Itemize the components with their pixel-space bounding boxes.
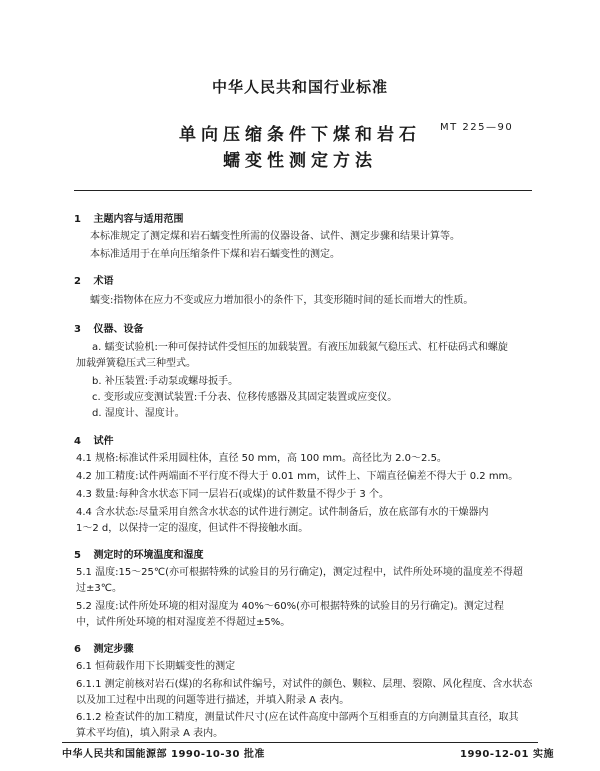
clause-4-4-line-1: 4.4 含水状态:尽量采用自然含水状态的试件进行测定。试件制备后，放在底部有水的干燥器内 [76, 507, 489, 518]
section-title: 主题内容与适用范围 [93, 214, 184, 225]
section-number: 4 [74, 436, 81, 447]
issuing-authority: 中华人民共和国行业标准 [211, 78, 388, 96]
section-number: 6 [74, 644, 81, 655]
clause-5-2-line-1: 5.2 湿度:试件所处环境的相对湿度为 40%～60%(亦可根据特殊的试验目的另行确定)。测定过程 [76, 601, 504, 612]
section-number: 2 [74, 276, 81, 287]
implementation-date: 1990-12-01 实施 [460, 749, 554, 760]
document-title-line-1: 单向压缩条件下煤和岩石 [179, 125, 421, 145]
section-number: 5 [74, 550, 81, 561]
clause-5-1-line-2: 过±3℃。 [76, 583, 122, 594]
clause-4-3: 4.3 数量:每种含水状态下同一层岩石(或煤)的试件数量不得少于 3 个。 [76, 489, 389, 500]
header-divider [74, 190, 532, 191]
section-title: 测定时的环境温度和湿度 [93, 550, 204, 561]
section-4-heading [74, 432, 113, 447]
section-1-paragraph-1: 本标准规定了测定煤和岩石蠕变性所需的仪器设备、试件、测定步骤和结果计算等。 [90, 231, 460, 242]
section-3-item-d: d. 湿度计、湿度计。 [92, 408, 185, 419]
clause-6-1-2-line-2: 算术平均值)，填入附录 A 表内。 [76, 728, 224, 739]
section-title: 试件 [93, 436, 114, 447]
clause-6-1: 6.1 恒荷载作用下长期蠕变性的测定 [76, 661, 236, 672]
clause-6-1-1-line-1: 6.1.1 测定前核对岩石(煤)的名称和试件编号，对试件的颜色、颗粒、层理、裂隙、风化程度、含水状态 [76, 679, 533, 690]
section-1-paragraph-2: 本标准适用于在单向压缩条件下煤和岩石蠕变性的测定。 [90, 249, 340, 260]
clause-6-1-1-line-2: 以及加工过程中出现的问题等进行描述，并填入附录 A 表内。 [76, 695, 350, 706]
section-3-heading [74, 320, 143, 335]
section-number: 1 [74, 214, 81, 225]
section-1-heading [74, 210, 183, 225]
footer-divider [62, 742, 538, 743]
section-title: 术语 [93, 276, 114, 287]
section-title: 测定步骤 [93, 644, 134, 655]
section-2-definition: 蠕变:指物体在应力不变或应力增加很小的条件下，其变形随时间的延长而增大的性质。 [90, 295, 474, 306]
clause-4-4-line-2: 1～2 d，以保持一定的湿度，但试件不得接触水面。 [76, 523, 309, 534]
document-title-line-2: 蠕变性测定方法 [223, 151, 377, 171]
approval-note: 中华人民共和国能源部 1990-10-30 批准 [62, 749, 265, 760]
section-2-heading [74, 272, 113, 287]
section-5-heading [74, 546, 203, 561]
clause-6-1-2-line-1: 6.1.2 检查试件的加工精度，测量试件尺寸(应在试件高度中部两个互相垂直的方向测量其直径，取其 [76, 712, 519, 723]
clause-4-2: 4.2 加工精度:试件两端面不平行度不得大于 0.01 mm，试件上、下端直径偏差不得大于 0.2 mm。 [76, 471, 519, 482]
standard-code: MT 225—90 [440, 122, 514, 133]
section-title: 仪器、设备 [93, 324, 144, 335]
clause-4-1: 4.1 规格:标准试件采用圆柱体，直径 50 mm，高 100 mm。高径比为 2.0～2.5。 [76, 453, 447, 464]
clause-5-1-line-1: 5.1 温度:15～25℃(亦可根据特殊的试验目的另行确定)，测定过程中，试件所处环境的温度差不得超 [76, 567, 523, 578]
section-3-item-a-line-2: 加载弹簧稳压式三种型式。 [76, 358, 196, 369]
clause-5-2-line-2: 中，试件所处环境的相对湿度差不得超过±5%。 [76, 617, 291, 628]
section-number: 3 [74, 324, 81, 335]
section-3-item-a-line-1: a. 蠕变试验机:一种可保持试件受恒压的加载装置。有液压加载氮气稳压式、杠杆砝码式和螺旋 [92, 342, 508, 353]
section-6-heading [74, 640, 133, 655]
section-3-item-c: c. 变形或应变测试装置:千分表、位移传感器及其固定装置或应变仪。 [92, 392, 398, 403]
section-3-item-b: b. 补压装置:手动泵或螺母扳手。 [92, 376, 239, 387]
